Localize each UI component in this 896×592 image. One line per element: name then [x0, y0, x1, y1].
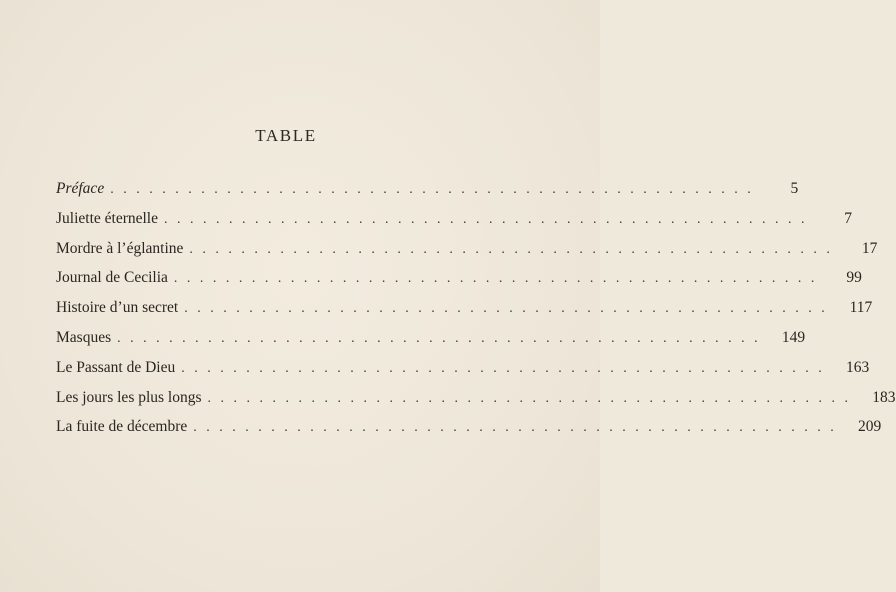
dot-leader: .................................................. [110, 182, 761, 197]
dot-leader: .................................................. [207, 390, 858, 406]
toc-entry-title: Journal de Cecilia [56, 269, 168, 287]
dot-leader: .................................................. [117, 330, 768, 346]
toc-page-number: 149 [781, 328, 806, 346]
toc-page-number: 99 [846, 269, 862, 287]
dot-leader: .................................................. [193, 420, 844, 436]
toc-page-number: 209 [858, 418, 882, 436]
toc-page-number: 183 [872, 388, 896, 406]
toc-page-number: 17 [861, 239, 878, 257]
dot-leader: .................................................. [184, 301, 835, 317]
toc-entry-preface [56, 180, 799, 210]
toc-entry-masques [56, 328, 806, 359]
dot-leader: .................................................. [173, 271, 824, 287]
toc-entry-title: Histoire d’un secret [56, 299, 179, 317]
toc-page-number: 163 [845, 358, 870, 376]
toc-entry-les-jours-les-plus-longs [56, 388, 896, 419]
toc-page-number: 117 [849, 299, 873, 317]
toc-entry-title: Mordre à l’églantine [56, 239, 184, 257]
toc-entry-title: La fuite de décembre [56, 418, 188, 436]
toc-heading: TABLE [255, 126, 317, 145]
toc-page-number: 5 [790, 180, 799, 197]
toc-entry-le-passant-de-dieu [56, 358, 870, 389]
toc-entry-title: Masques [56, 328, 112, 346]
toc-entry-juliette-eternelle [56, 209, 852, 240]
table-of-contents [56, 180, 896, 448]
toc-entry-la-fuite-de-decembre [56, 418, 882, 448]
toc-entry-mordre-a-leglantine [56, 239, 878, 270]
toc-entry-title: Juliette éternelle [56, 209, 158, 227]
toc-entry-histoire-dun-secret [56, 299, 873, 329]
dot-leader: .................................................. [189, 241, 840, 257]
dot-leader: .................................................. [181, 360, 832, 376]
toc-entry-title: Préface [56, 180, 105, 197]
toc-entry-title: Le Passant de Dieu [56, 358, 176, 376]
toc-page-number: 7 [844, 209, 852, 227]
dot-leader: .................................................. [164, 211, 814, 227]
toc-entry-journal-de-cecilia [56, 269, 862, 299]
toc-entry-title: Les jours les plus longs [56, 388, 202, 406]
